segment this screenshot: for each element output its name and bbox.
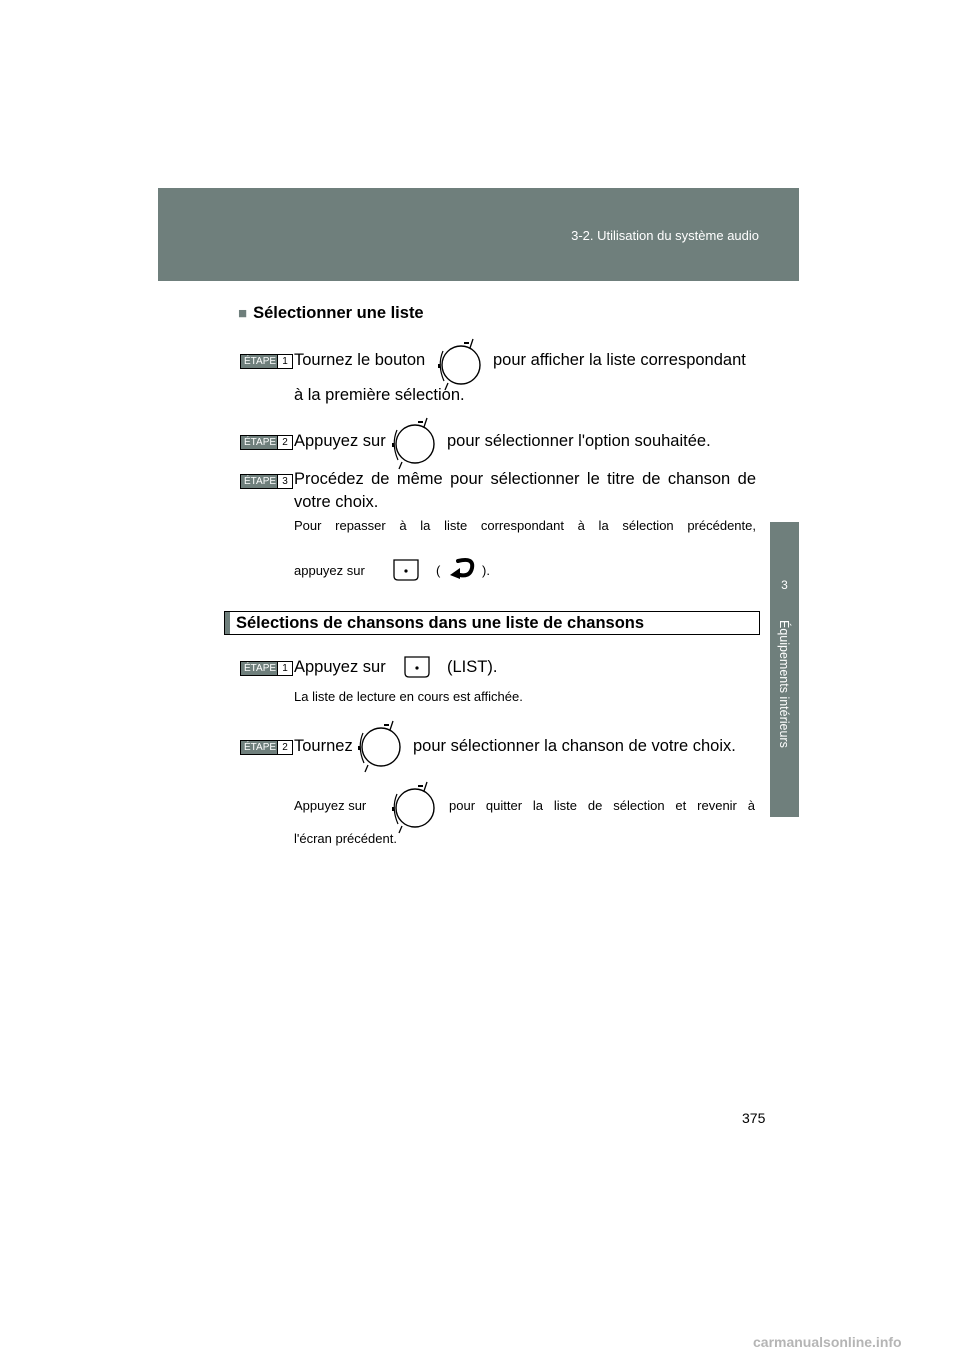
- section-heading: [238, 304, 424, 323]
- note-text: (: [436, 563, 441, 578]
- return-arrow-icon: [446, 555, 476, 581]
- chapter-title: Équipements intérieurs: [777, 620, 791, 748]
- tune-knob-icon: [434, 337, 492, 391]
- note-text: La liste de lecture en cours est affichée.: [294, 689, 523, 704]
- step-text: pour afficher la liste correspondant: [493, 351, 746, 369]
- watermark: carmanualsonline.info: [753, 1334, 902, 1350]
- step-text: votre choix.: [294, 493, 379, 511]
- step-badge: ÉTAPE 3: [240, 474, 293, 489]
- step-text: Appuyez sur: [294, 658, 386, 676]
- section-title: 3-2. Utilisation du système audio: [571, 228, 759, 243]
- step-badge: ÉTAPE 2: [240, 435, 293, 450]
- step-text: Procédez de même pour sélectionner le titre de chanson de: [294, 470, 756, 488]
- square-bullet-icon: ■: [238, 305, 248, 322]
- step-badge: ÉTAPE 1: [240, 661, 293, 676]
- chapter-tab: [770, 522, 799, 817]
- header-band: [158, 188, 799, 281]
- step-badge: ÉTAPE 1: [240, 354, 293, 369]
- note-text: appuyez sur: [294, 563, 365, 578]
- note-text: ).: [482, 563, 490, 578]
- step-text: pour sélectionner l'option souhaitée.: [447, 432, 711, 450]
- note-text: l'écran précédent.: [294, 831, 397, 846]
- step-text: (LIST).: [447, 658, 498, 676]
- subsection-heading: [224, 611, 760, 635]
- tune-knob-icon: [388, 416, 446, 470]
- chapter-number: 3: [781, 578, 788, 592]
- note-text: pour quitter la liste de sélection et revenir à: [449, 798, 755, 813]
- list-button-icon: [404, 655, 430, 679]
- step-text: pour sélectionner la chanson de votre choix.: [413, 737, 736, 755]
- step-text: Tournez le bouton: [294, 351, 426, 369]
- tune-knob-icon: [388, 780, 446, 834]
- subsection-heading-text: Sélections de chansons dans une liste de chansons: [236, 614, 645, 632]
- step-text: Appuyez sur: [294, 432, 386, 450]
- page-number: 375: [742, 1110, 766, 1126]
- back-button-icon: [393, 558, 419, 582]
- step-text: Tournez: [294, 737, 353, 755]
- step-badge: ÉTAPE 2: [240, 740, 293, 755]
- note-text: Appuyez sur: [294, 798, 367, 813]
- section-heading-text: Sélectionner une liste: [253, 304, 424, 322]
- note-text: Pour repasser à la liste correspondant à la sélection précédente,: [294, 518, 756, 533]
- step-text: à la première sélection.: [294, 386, 465, 404]
- tune-knob-icon: [354, 719, 412, 773]
